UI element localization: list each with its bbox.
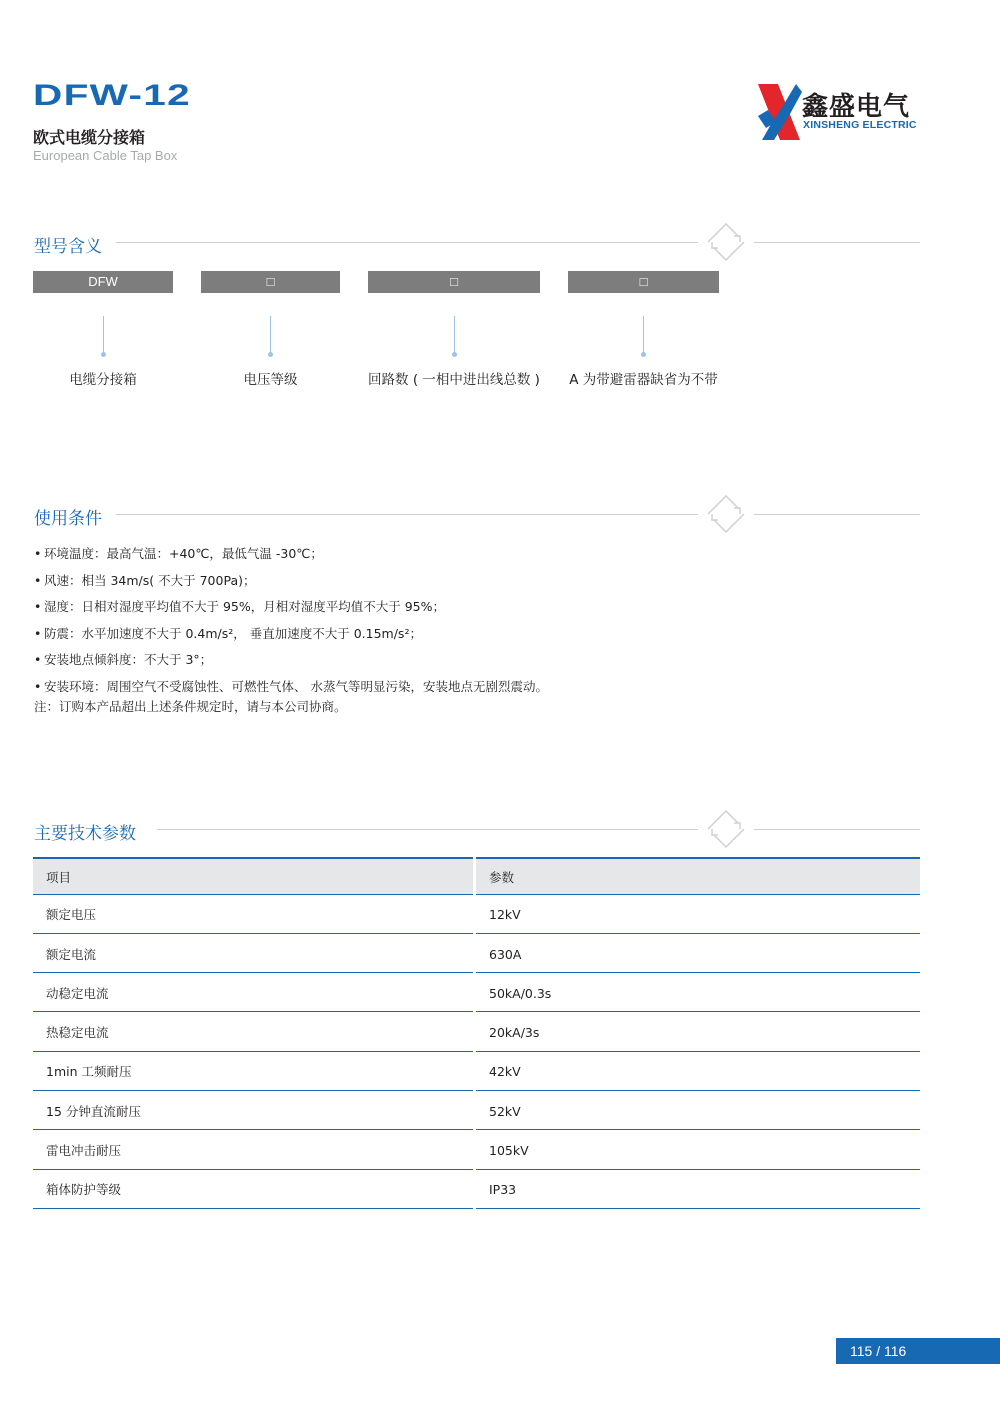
column-header-value: 参数 — [476, 857, 920, 895]
table-cell-value: 20kA/3s — [476, 1014, 920, 1052]
table-cell-value: 42kV — [476, 1053, 920, 1091]
connector-dot — [641, 352, 646, 357]
arrows-decoration-icon — [698, 493, 754, 535]
table-cell-item: 动稳定电流 — [33, 975, 473, 1013]
table-cell-item: 额定电压 — [33, 896, 473, 934]
spec-table — [33, 857, 920, 1211]
table-cell-item: 热稳定电流 — [33, 1014, 473, 1052]
table-cell-value: 12kV — [476, 896, 920, 934]
connector-line — [270, 316, 271, 354]
column-header-item: 项目 — [33, 857, 473, 895]
table-row — [33, 1053, 920, 1092]
section-divider — [157, 829, 920, 830]
logo-name-en: XINSHENG ELECTRIC — [803, 119, 917, 131]
condition-text: 环境温度：最高气温：+40℃，最低气温 -30℃； — [44, 546, 323, 561]
table-cell-value: IP33 — [476, 1171, 920, 1209]
arrows-decoration-icon — [698, 221, 754, 263]
connector-dot — [268, 352, 273, 357]
model-label-cable-box: 电缆分接箱 — [69, 372, 137, 388]
table-cell-item: 箱体防护等级 — [33, 1171, 473, 1209]
condition-text: 防震：水平加速度不大于 0.4m/s²， 垂直加速度不大于 0.15m/s²； — [44, 625, 422, 641]
condition-text: 安装地点倾斜度：不大于 3°； — [44, 652, 213, 668]
table-row — [33, 975, 920, 1014]
connector-line — [643, 316, 644, 354]
model-box-circuits: □ — [368, 271, 540, 293]
table-row — [33, 1014, 920, 1053]
list-item: • 风速：相当 34m/s( 不大于 700Pa)； — [34, 572, 256, 588]
list-item: • 防震：水平加速度不大于 0.4m/s²， 垂直加速度不大于 0.15m/s²； — [34, 625, 422, 641]
table-cell-value: 52kV — [476, 1093, 920, 1131]
list-item: • 湿度：日相对湿度平均值不大于 95%，月相对湿度平均值不大于 95%； — [34, 599, 446, 615]
table-row — [33, 1132, 920, 1171]
section-divider — [116, 514, 920, 515]
table-cell-value: 630A — [476, 936, 920, 974]
table-cell-item: 1min 工频耐压 — [33, 1053, 473, 1091]
model-label-arrester: A 为带避雷器缺省为不带 — [569, 372, 718, 388]
model-box-dfw: DFW — [33, 271, 173, 293]
table-cell-item: 雷电冲击耐压 — [33, 1132, 473, 1170]
connector-line — [454, 316, 455, 354]
conditions-list — [34, 541, 548, 701]
connector-line — [103, 316, 104, 354]
table-cell-value: 50kA/0.3s — [476, 975, 920, 1013]
table-cell-item: 15 分钟直流耐压 — [33, 1093, 473, 1131]
condition-text: 湿度：日相对湿度平均值不大于 95%，月相对湿度平均值不大于 95%； — [44, 599, 446, 615]
condition-text: 风速：相当 34m/s( 不大于 700Pa)； — [44, 572, 256, 588]
model-box-arrester: □ — [568, 271, 719, 293]
page-subtitle: European Cable Tap Box — [33, 148, 178, 163]
logo-name-cn: 鑫盛电气 — [802, 92, 911, 122]
model-label-voltage: 电压等级 — [243, 372, 298, 388]
table-row — [33, 1171, 920, 1210]
list-item: • 环境温度：最高气温：+40℃，最低气温 -30℃； — [34, 546, 323, 561]
table-cell-item: 额定电流 — [33, 936, 473, 974]
connector-dot — [452, 352, 457, 357]
conditions-note: 注：订购本产品超出上述条件规定时，请与本公司协商。 — [34, 699, 347, 714]
condition-text: 安装环境：周围空气不受腐蚀性、可燃性气体、 水蒸气等明显污染，安装地点无剧烈震动。 — [44, 678, 548, 694]
table-row — [33, 1093, 920, 1132]
section-title-model: 型号含义 — [34, 237, 102, 257]
arrows-decoration-icon — [698, 808, 754, 850]
model-box-voltage: □ — [201, 271, 340, 293]
section-title-conditions: 使用条件 — [34, 509, 102, 529]
table-row — [33, 936, 920, 975]
page-title: 欧式电缆分接箱 — [33, 128, 146, 147]
page-number: 115 / 116 — [836, 1338, 1000, 1364]
list-item: • 安装环境：周围空气不受腐蚀性、可燃性气体、 水蒸气等明显污染，安装地点无剧烈震动。 — [34, 678, 548, 694]
section-title-specs: 主要技术参数 — [34, 824, 136, 844]
product-code: DFW-12 — [33, 79, 192, 112]
list-item: • 安装地点倾斜度：不大于 3°； — [34, 652, 213, 668]
section-divider — [116, 242, 920, 243]
model-label-circuits: 回路数 ( 一相中进出线总数 ) — [368, 372, 540, 388]
table-cell-value: 105kV — [476, 1132, 920, 1170]
table-row — [33, 896, 920, 935]
connector-dot — [101, 352, 106, 357]
table-header-row — [33, 857, 920, 896]
